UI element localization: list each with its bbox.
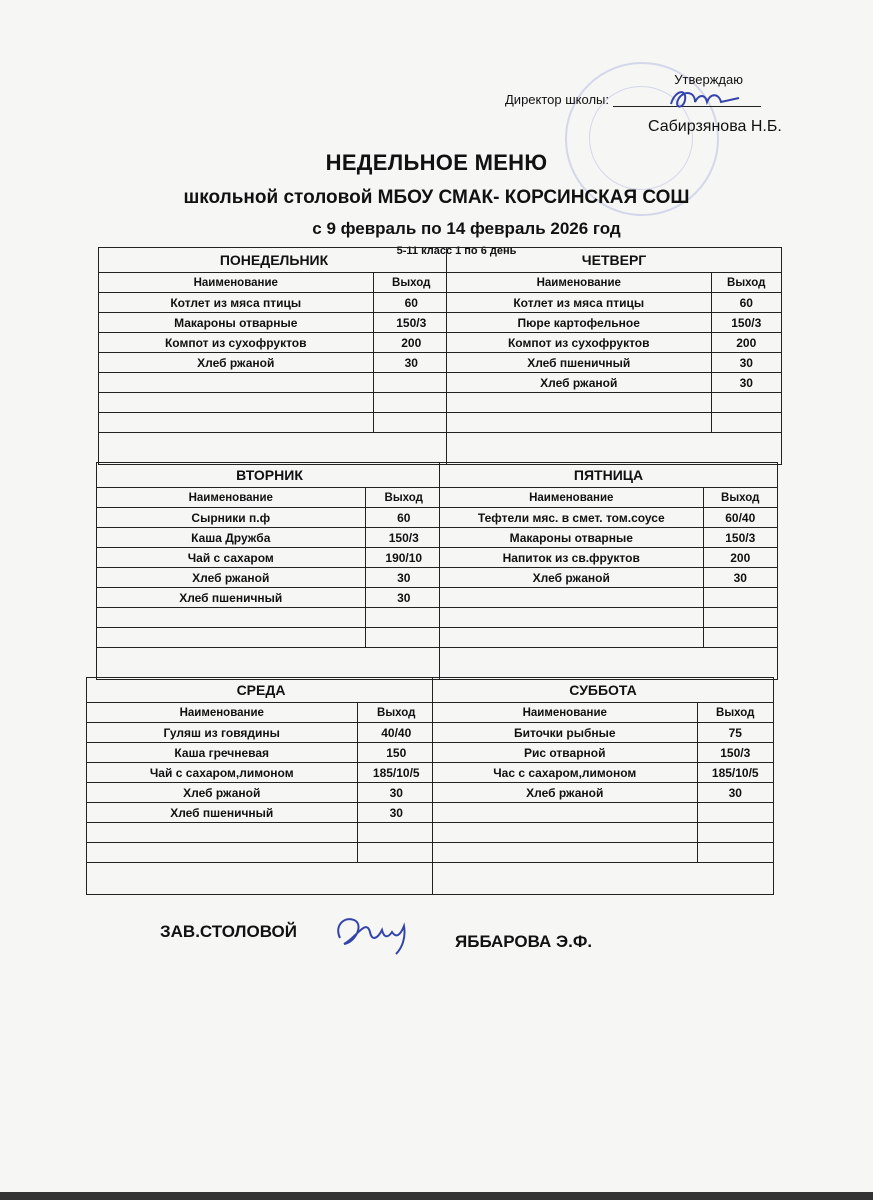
dish-name: Пюре картофельное xyxy=(447,313,711,333)
page-subtitle: школьной столовой МБОУ СМАК- КОРСИНСКАЯ СОШ xyxy=(183,187,690,208)
dish-name: Гуляш из говядины xyxy=(87,723,357,743)
footer-role: ЗАВ.СТОЛОВОЙ xyxy=(160,922,297,941)
dish-yield: 30 xyxy=(365,568,442,588)
dish-name: Рис отварной xyxy=(433,743,697,763)
empty-cell xyxy=(711,413,781,433)
day-friday xyxy=(439,463,777,679)
empty-cell xyxy=(447,413,711,433)
empty-cell xyxy=(99,413,373,433)
dish-name: Котлет из мяса птицы xyxy=(447,293,711,313)
column-header-name: Наименование xyxy=(97,488,365,508)
day-thursday xyxy=(446,248,781,464)
menu-table xyxy=(440,463,777,648)
menu-table xyxy=(87,678,435,863)
empty-cell xyxy=(697,843,773,863)
director-label: Директор школы: xyxy=(505,92,609,107)
day-tuesday xyxy=(97,463,442,679)
day-title: СРЕДА xyxy=(87,678,435,703)
day-title: ВТОРНИК xyxy=(97,463,442,488)
dish-yield: 60/40 xyxy=(703,508,777,528)
menu-table xyxy=(447,248,781,433)
day-title: ЧЕТВЕРГ xyxy=(447,248,781,273)
empty-cell xyxy=(433,843,697,863)
column-header-yield: Выход xyxy=(365,488,442,508)
empty-cell xyxy=(99,373,373,393)
approve-label: Утверждаю xyxy=(674,72,743,87)
empty-cell xyxy=(433,803,697,823)
dish-yield: 190/10 xyxy=(365,548,442,568)
menu-table xyxy=(433,678,773,863)
dish-name: Сырники п.ф xyxy=(97,508,365,528)
column-header-yield: Выход xyxy=(703,488,777,508)
empty-cell xyxy=(703,608,777,628)
dish-name: Чай с сахаром xyxy=(97,548,365,568)
dish-name: Чай с сахаром,лимоном xyxy=(87,763,357,783)
empty-cell xyxy=(357,843,435,863)
dish-yield: 75 xyxy=(697,723,773,743)
dish-name: Хлеб пшеничный xyxy=(447,353,711,373)
column-header-name: Наименование xyxy=(99,273,373,293)
scan-edge xyxy=(0,1192,873,1200)
dish-name: Напиток из св.фруктов xyxy=(440,548,703,568)
empty-cell xyxy=(373,413,449,433)
empty-cell xyxy=(87,843,357,863)
empty-cell xyxy=(97,608,365,628)
empty-cell xyxy=(447,393,711,413)
column-header-yield: Выход xyxy=(373,273,449,293)
dish-yield: 60 xyxy=(711,293,781,313)
dish-yield: 150/3 xyxy=(373,313,449,333)
empty-cell xyxy=(373,393,449,413)
empty-cell xyxy=(440,608,703,628)
empty-cell xyxy=(440,588,703,608)
empty-cell xyxy=(97,628,365,648)
menu-block-mon-thu xyxy=(98,247,782,465)
dish-yield: 150/3 xyxy=(365,528,442,548)
dish-name: Биточки рыбные xyxy=(433,723,697,743)
dish-name: Каша гречневая xyxy=(87,743,357,763)
dish-name: Макароны отварные xyxy=(99,313,373,333)
day-title: ПЯТНИЦА xyxy=(440,463,777,488)
dish-name: Тефтели мяс. в смет. том.соусе xyxy=(440,508,703,528)
dish-name: Хлеб ржаной xyxy=(433,783,697,803)
dish-name: Макароны отварные xyxy=(440,528,703,548)
dish-yield: 30 xyxy=(711,373,781,393)
day-saturday xyxy=(432,678,773,894)
footer-name: ЯББАРОВА Э.Ф. xyxy=(455,932,593,951)
dish-yield: 150/3 xyxy=(697,743,773,763)
dish-name: Хлеб ржаной xyxy=(447,373,711,393)
page-title: НЕДЕЛЬНОЕ МЕНЮ xyxy=(325,150,548,175)
menu-block-tue-fri xyxy=(96,462,778,680)
column-header-yield: Выход xyxy=(697,703,773,723)
day-title: СУББОТА xyxy=(433,678,773,703)
empty-cell xyxy=(440,628,703,648)
dish-yield: 200 xyxy=(373,333,449,353)
column-header-name: Наименование xyxy=(87,703,357,723)
dish-name: Хлеб пшеничный xyxy=(87,803,357,823)
dish-name: Час с сахаром,лимоном xyxy=(433,763,697,783)
dish-yield: 185/10/5 xyxy=(697,763,773,783)
dish-yield: 150/3 xyxy=(703,528,777,548)
dish-yield: 200 xyxy=(711,333,781,353)
day-title: ПОНЕДЕЛЬНИК xyxy=(99,248,449,273)
menu-table xyxy=(99,248,449,433)
dish-name: Хлеб ржаной xyxy=(99,353,373,373)
dish-name: Хлеб ржаной xyxy=(440,568,703,588)
empty-cell xyxy=(99,393,373,413)
menu-block-wed-sat xyxy=(86,677,774,895)
column-header-yield: Выход xyxy=(711,273,781,293)
day-monday xyxy=(99,248,449,464)
dish-yield: 40/40 xyxy=(357,723,435,743)
dish-yield: 185/10/5 xyxy=(357,763,435,783)
menu-classes: 5-11 класс 1 по 6 день xyxy=(396,245,517,257)
dish-name: Компот из сухофруктов xyxy=(447,333,711,353)
dish-yield: 150 xyxy=(357,743,435,763)
empty-cell xyxy=(365,608,442,628)
empty-cell xyxy=(357,823,435,843)
empty-cell xyxy=(697,823,773,843)
dish-yield: 30 xyxy=(357,803,435,823)
dish-yield: 30 xyxy=(711,353,781,373)
canteen-head-signature xyxy=(330,908,420,958)
dish-name: Хлеб ржаной xyxy=(97,568,365,588)
dish-yield: 30 xyxy=(365,588,442,608)
dish-name: Компот из сухофруктов xyxy=(99,333,373,353)
dish-yield: 60 xyxy=(373,293,449,313)
empty-cell xyxy=(365,628,442,648)
empty-cell xyxy=(87,823,357,843)
director-signature xyxy=(665,82,745,116)
dish-yield: 30 xyxy=(373,353,449,373)
dish-name: Котлет из мяса птицы xyxy=(99,293,373,313)
column-header-yield: Выход xyxy=(357,703,435,723)
dish-yield: 150/3 xyxy=(711,313,781,333)
menu-table xyxy=(97,463,442,648)
empty-cell xyxy=(697,803,773,823)
column-header-name: Наименование xyxy=(447,273,711,293)
dish-yield: 30 xyxy=(357,783,435,803)
empty-cell xyxy=(703,628,777,648)
empty-cell xyxy=(373,373,449,393)
approver-name: Сабирзянова Н.Б. xyxy=(648,118,782,135)
dish-yield: 30 xyxy=(703,568,777,588)
dish-yield: 200 xyxy=(703,548,777,568)
column-header-name: Наименование xyxy=(433,703,697,723)
dish-yield: 60 xyxy=(365,508,442,528)
empty-cell xyxy=(711,393,781,413)
dish-name: Хлеб ржаной xyxy=(87,783,357,803)
day-wednesday xyxy=(87,678,435,894)
dish-name: Хлеб пшеничный xyxy=(97,588,365,608)
empty-cell xyxy=(433,823,697,843)
empty-cell xyxy=(703,588,777,608)
menu-period: с 9 февраль по 14 февраль 2026 год xyxy=(312,219,621,238)
dish-yield: 30 xyxy=(697,783,773,803)
column-header-name: Наименование xyxy=(440,488,703,508)
dish-name: Каша Дружба xyxy=(97,528,365,548)
